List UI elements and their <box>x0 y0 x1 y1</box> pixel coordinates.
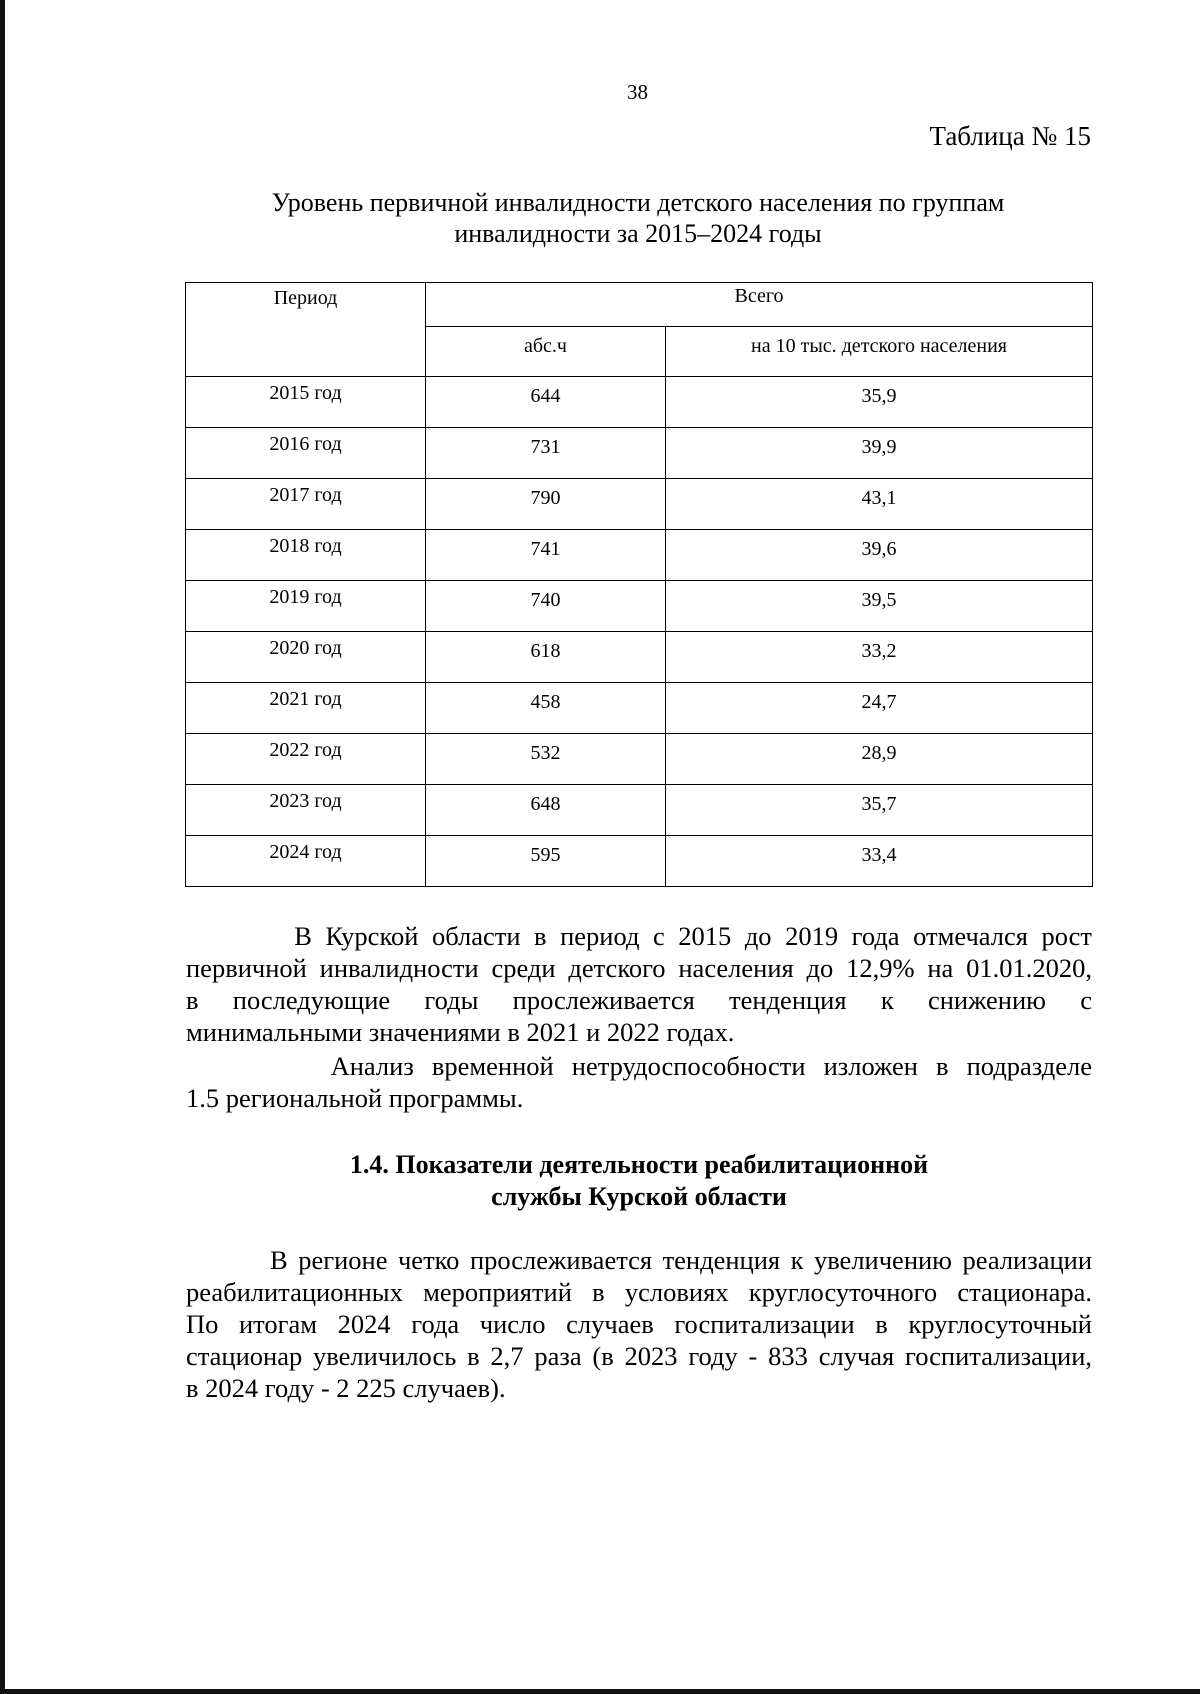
cell-per10k: 39,5 <box>666 581 1093 632</box>
page-number: 38 <box>627 80 648 104</box>
table-row <box>186 785 1093 836</box>
paragraph-line: реабилитационных мероприятий в условиях круглосуточного стационара. <box>186 1277 1092 1307</box>
scan-border-bottom <box>0 1689 1200 1694</box>
table-row <box>186 734 1093 785</box>
cell-per10k: 39,9 <box>666 428 1093 479</box>
table-row <box>186 836 1093 887</box>
cell-abs: 532 <box>426 734 666 785</box>
paragraph-line: Анализ временной нетрудоспособности изложен в подразделе <box>186 1051 1092 1081</box>
cell-per10k: 28,9 <box>666 734 1093 785</box>
table-row <box>186 377 1093 428</box>
cell-per10k: 35,7 <box>666 785 1093 836</box>
cell-per10k: 33,4 <box>666 836 1093 887</box>
cell-per10k: 33,2 <box>666 632 1093 683</box>
cell-abs: 741 <box>426 530 666 581</box>
paragraph-line: стационар увеличилось в 2,7 раза (в 2023 году - 833 случая госпитализации, <box>186 1341 1092 1371</box>
cell-abs: 740 <box>426 581 666 632</box>
cell-period: 2024 год <box>186 836 426 887</box>
table-row <box>186 428 1093 479</box>
cell-period: 2018 год <box>186 530 426 581</box>
paragraph-line: 1.5 региональной программы. <box>186 1083 524 1113</box>
paragraph-line: первичной инвалидности среди детского населения до 12,9% на 01.01.2020, <box>186 953 1092 983</box>
paragraph-line: В Курской области в период с 2015 до 2019 года отмечался рост <box>186 921 1092 951</box>
cell-period: 2019 год <box>186 581 426 632</box>
section-heading-line-2: службы Курской области <box>491 1182 787 1211</box>
table-row <box>186 683 1093 734</box>
cell-period: 2022 год <box>186 734 426 785</box>
disability-table <box>185 282 1093 887</box>
cell-abs: 790 <box>426 479 666 530</box>
cell-abs: 618 <box>426 632 666 683</box>
cell-period: 2020 год <box>186 632 426 683</box>
header-per10k: на 10 тыс. детского населения <box>666 327 1093 377</box>
paragraph-line: в последующие годы прослеживается тенденция к снижению с <box>186 985 1092 1015</box>
cell-per10k: 24,7 <box>666 683 1093 734</box>
paragraph-line: в 2024 году - 2 225 случаев). <box>186 1373 506 1403</box>
cell-per10k: 43,1 <box>666 479 1093 530</box>
table-title-line-1: Уровень первичной инвалидности детского населения по группам <box>271 188 1005 217</box>
paragraph-line: По итогам 2024 года число случаев госпитализации в круглосуточный <box>186 1309 1092 1339</box>
cell-period: 2017 год <box>186 479 426 530</box>
cell-period: 2015 год <box>186 377 426 428</box>
paragraph-line: В регионе четко прослеживается тенденция к увеличению реализации <box>186 1245 1092 1275</box>
header-period: Период <box>186 283 426 377</box>
cell-abs: 595 <box>426 836 666 887</box>
table-row <box>186 479 1093 530</box>
cell-abs: 648 <box>426 785 666 836</box>
paragraph-disability-trend <box>186 920 1092 1048</box>
table-label: Таблица № 15 <box>929 121 1091 151</box>
cell-abs: 731 <box>426 428 666 479</box>
cell-period: 2023 год <box>186 785 426 836</box>
paragraph-line: минимальными значениями в 2021 и 2022 годах. <box>186 1017 735 1047</box>
section-heading-line-1: 1.4. Показатели деятельности реабилитационной <box>349 1150 929 1179</box>
header-abs: абс.ч <box>426 327 666 377</box>
cell-per10k: 39,6 <box>666 530 1093 581</box>
paragraph-analysis <box>186 1050 1092 1114</box>
cell-abs: 644 <box>426 377 666 428</box>
cell-abs: 458 <box>426 683 666 734</box>
table-row <box>186 530 1093 581</box>
cell-period: 2021 год <box>186 683 426 734</box>
table-title-line-2: инвалидности за 2015–2024 годы <box>454 219 822 248</box>
cell-period: 2016 год <box>186 428 426 479</box>
section-heading <box>186 1149 1092 1213</box>
scan-border-left <box>0 0 5 1694</box>
table-row <box>186 581 1093 632</box>
table-row <box>186 632 1093 683</box>
header-total: Всего <box>426 283 1093 327</box>
table-title <box>186 187 1090 249</box>
paragraph-rehabilitation <box>186 1244 1092 1404</box>
cell-per10k: 35,9 <box>666 377 1093 428</box>
